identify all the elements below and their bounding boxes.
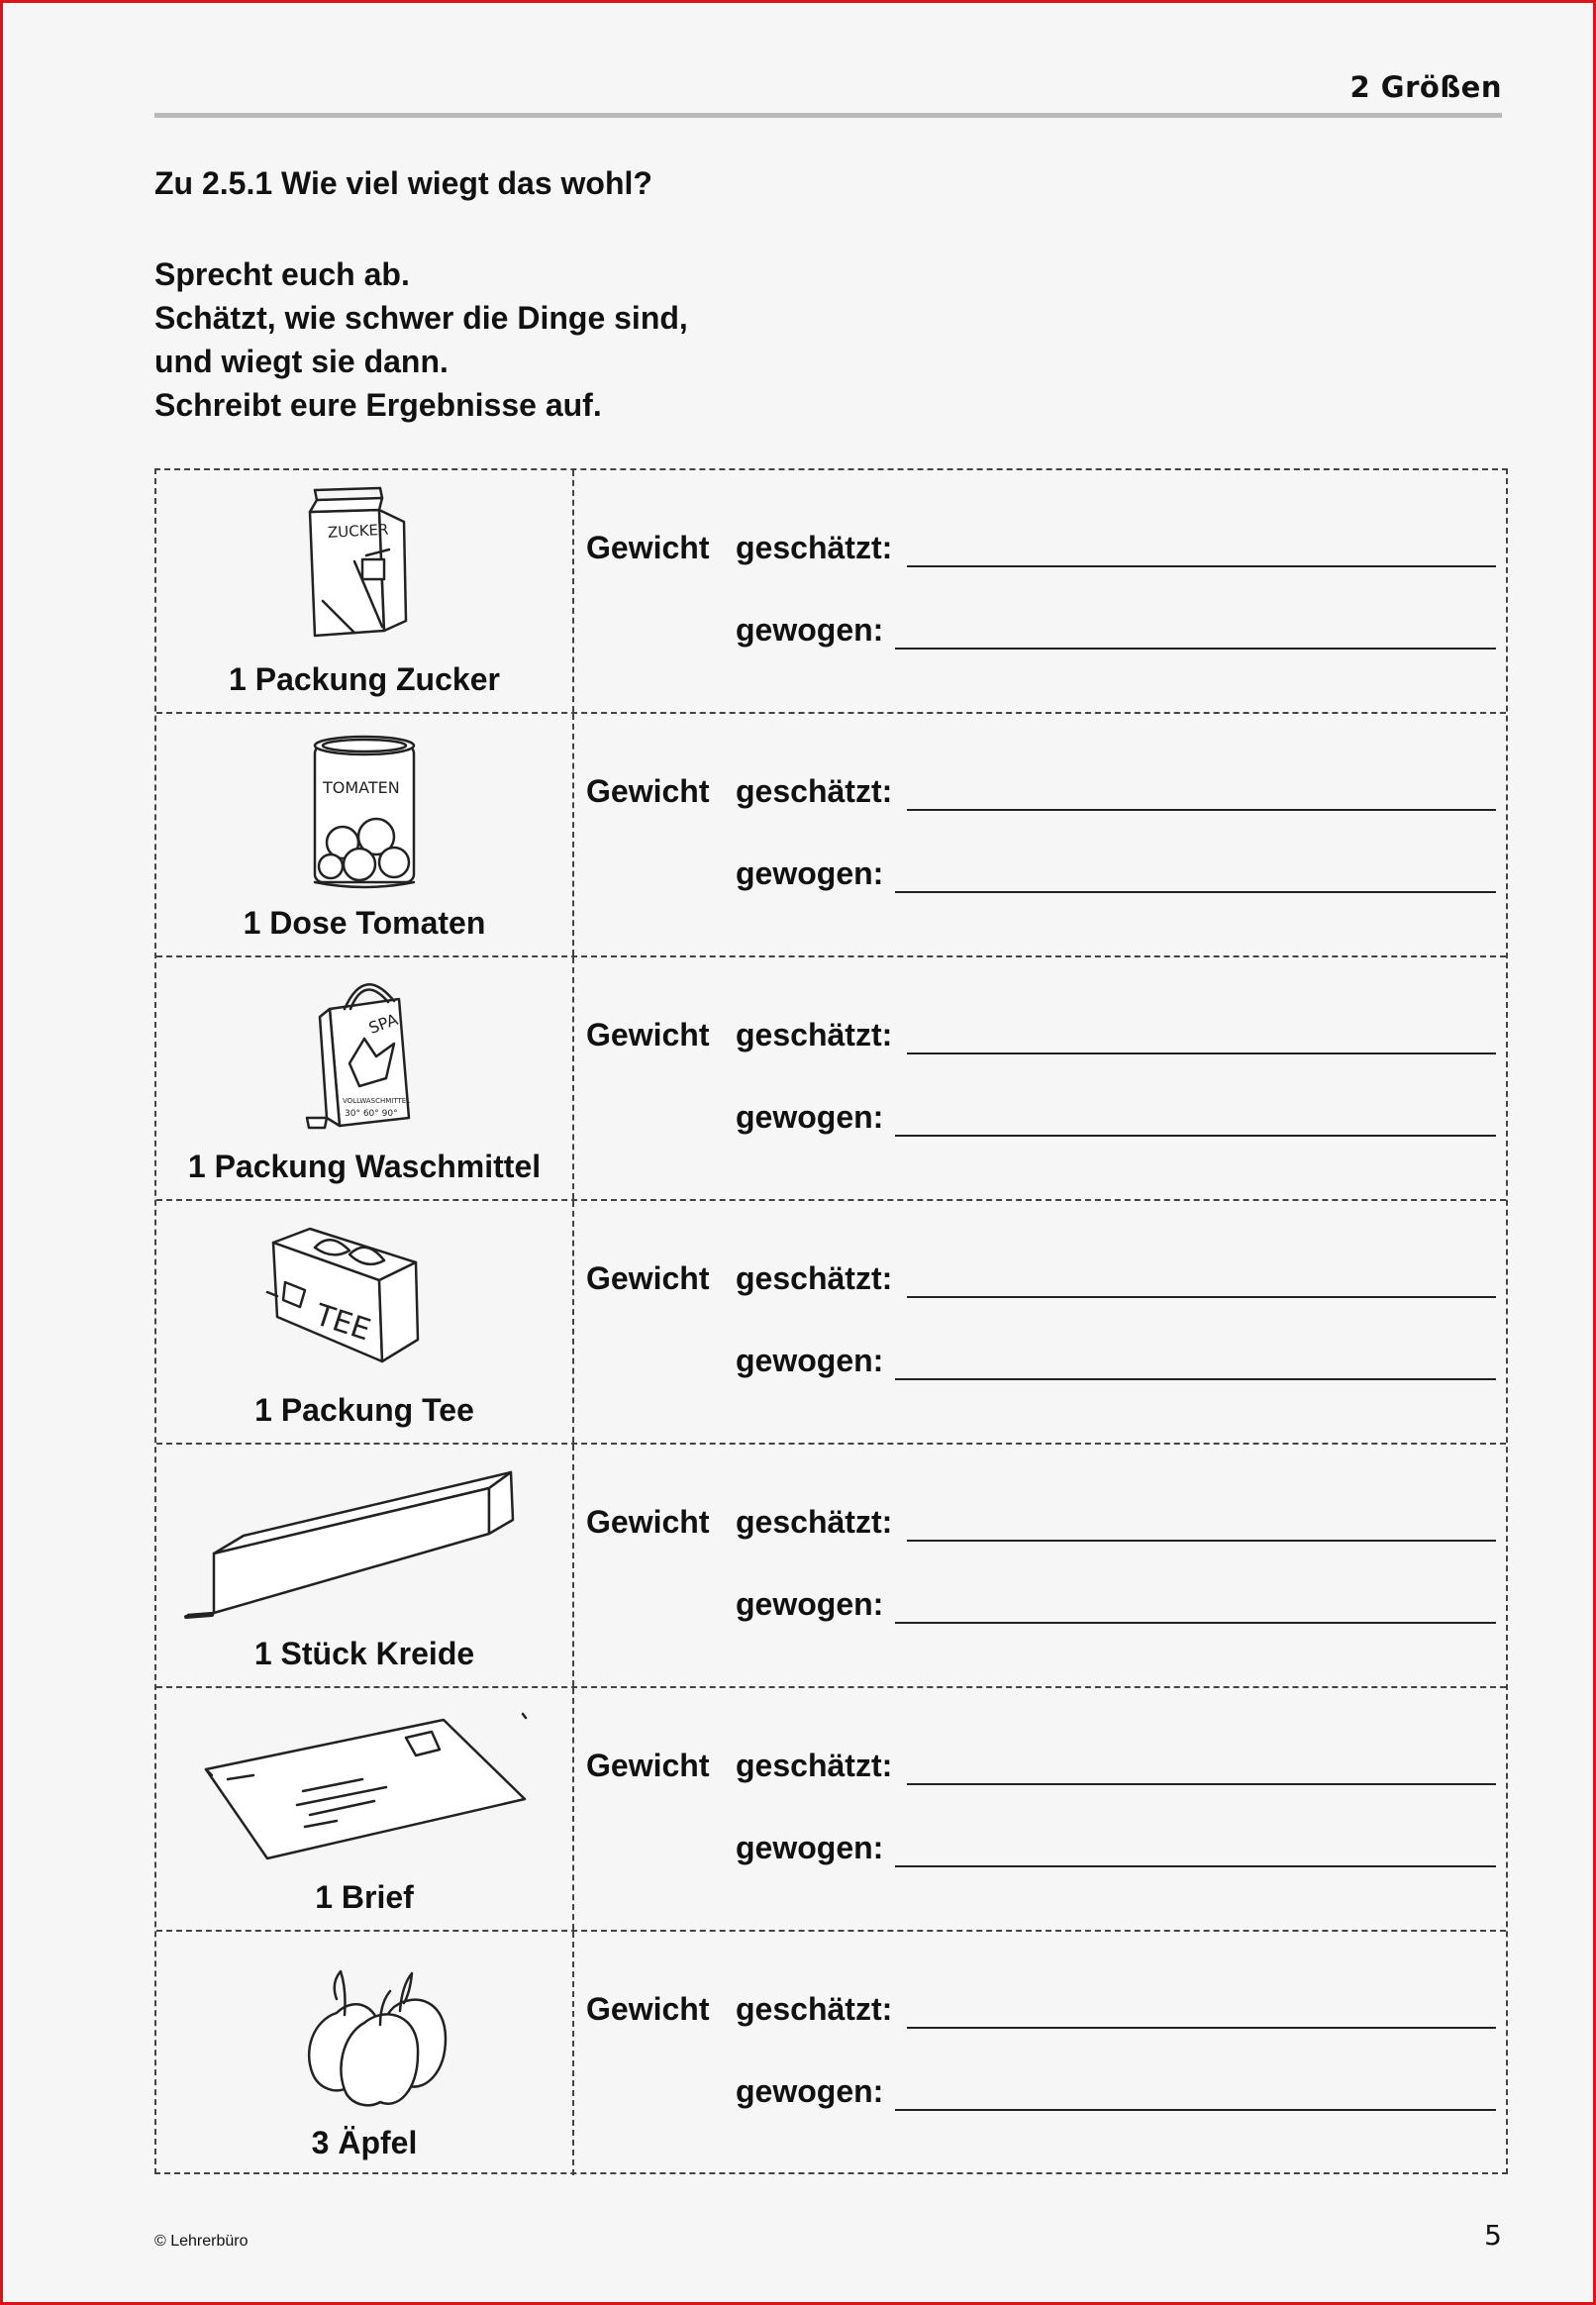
weighed-label: gewogen: — [736, 1343, 884, 1378]
table-row — [156, 470, 1506, 714]
item-cell — [156, 714, 574, 955]
tomato-can-icon — [156, 726, 572, 894]
weighed-answer-line[interactable] — [895, 1135, 1496, 1137]
weight-label: Gewicht — [586, 1260, 710, 1296]
estimated-answer-line[interactable] — [907, 1296, 1496, 1298]
detergent-brand-text: SPA — [365, 1009, 401, 1038]
weighed-answer-line[interactable] — [895, 1622, 1496, 1624]
estimated-label: geschätzt: — [736, 1504, 893, 1540]
weighed-label: gewogen: — [736, 2073, 884, 2109]
table-row — [156, 957, 1506, 1201]
sugar-pack-icon — [156, 482, 572, 651]
tomato-can-text: TOMATEN — [323, 778, 400, 797]
weighed-label: gewogen: — [736, 612, 884, 648]
instructions — [154, 252, 688, 427]
estimated-answer-line[interactable] — [907, 1540, 1496, 1542]
weighed-label: gewogen: — [736, 1830, 884, 1865]
estimated-answer-line[interactable] — [907, 2027, 1496, 2029]
weighed-answer-line[interactable] — [895, 1378, 1496, 1380]
tea-box-text: TEE — [311, 1297, 375, 1349]
detergent-subtext: VOLLWASCHMITTEL — [343, 1097, 411, 1105]
weighed-answer-line[interactable] — [895, 891, 1496, 893]
estimated-answer-line[interactable] — [907, 565, 1496, 567]
item-label: 3 Äpfel — [311, 2125, 418, 2160]
estimated-label: geschätzt: — [736, 530, 893, 565]
item-cell — [156, 1201, 574, 1443]
table-row — [156, 1932, 1506, 2175]
weighed-label: gewogen: — [736, 1586, 884, 1622]
item-label: 1 Brief — [315, 1879, 414, 1915]
weighing-table — [154, 468, 1508, 2174]
estimated-answer-line[interactable] — [907, 1783, 1496, 1785]
item-cell — [156, 1445, 574, 1686]
copyright-notice: © Lehrerbüro — [154, 2233, 249, 2250]
page-number: 5 — [1484, 2219, 1502, 2252]
weighed-answer-line[interactable] — [895, 2109, 1496, 2111]
estimated-label: geschätzt: — [736, 1748, 893, 1783]
weighed-answer-line[interactable] — [895, 648, 1496, 650]
item-cell — [156, 1688, 574, 1930]
weight-label: Gewicht — [586, 1504, 710, 1540]
weight-label: Gewicht — [586, 1017, 710, 1052]
instruction-line: und wiegt sie dann. — [154, 344, 449, 379]
item-cell — [156, 1932, 574, 2175]
instruction-line: Schreibt eure Ergebnisse auf. — [154, 387, 602, 423]
estimated-label: geschätzt: — [736, 1017, 893, 1052]
table-row — [156, 1201, 1506, 1445]
item-cell — [156, 957, 574, 1199]
weight-label: Gewicht — [586, 530, 710, 565]
weighed-label: gewogen: — [736, 855, 884, 891]
item-label: 1 Packung Zucker — [229, 661, 500, 697]
letter-icon — [156, 1700, 572, 1868]
detergent-temps: 30° 60° 90° — [345, 1109, 398, 1119]
weight-label: Gewicht — [586, 1991, 710, 2027]
item-label: 1 Packung Tee — [254, 1392, 474, 1428]
tea-box-icon — [156, 1213, 572, 1381]
item-label: 1 Stück Kreide — [253, 1636, 475, 1671]
estimated-answer-line[interactable] — [907, 1052, 1496, 1054]
detergent-pack-icon — [156, 969, 572, 1138]
estimated-label: geschätzt: — [736, 773, 893, 809]
estimated-answer-line[interactable] — [907, 809, 1496, 811]
weighed-answer-line[interactable] — [895, 1865, 1496, 1867]
table-row — [156, 1445, 1506, 1688]
weight-label: Gewicht — [586, 1748, 710, 1783]
sugar-pack-text: ZUCKER — [327, 520, 389, 542]
table-row — [156, 714, 1506, 957]
table-row — [156, 1688, 1506, 1932]
weight-label: Gewicht — [586, 773, 710, 809]
item-label: 1 Packung Waschmittel — [187, 1149, 542, 1184]
estimated-label: geschätzt: — [736, 1260, 893, 1296]
item-cell — [156, 470, 574, 712]
estimated-label: geschätzt: — [736, 1991, 893, 2027]
chapter-title: 2 Größen — [1349, 70, 1502, 104]
weighed-label: gewogen: — [736, 1099, 884, 1135]
instruction-line: Schätzt, wie schwer die Dinge sind, — [154, 300, 688, 336]
header-rule — [154, 113, 1502, 118]
task-title: Zu 2.5.1 Wie viel wiegt das wohl? — [154, 165, 652, 201]
item-label: 1 Dose Tomaten — [243, 905, 486, 941]
instruction-line: Sprecht euch ab. — [154, 256, 410, 292]
apples-icon — [156, 1944, 572, 2112]
chalk-icon — [156, 1456, 572, 1625]
